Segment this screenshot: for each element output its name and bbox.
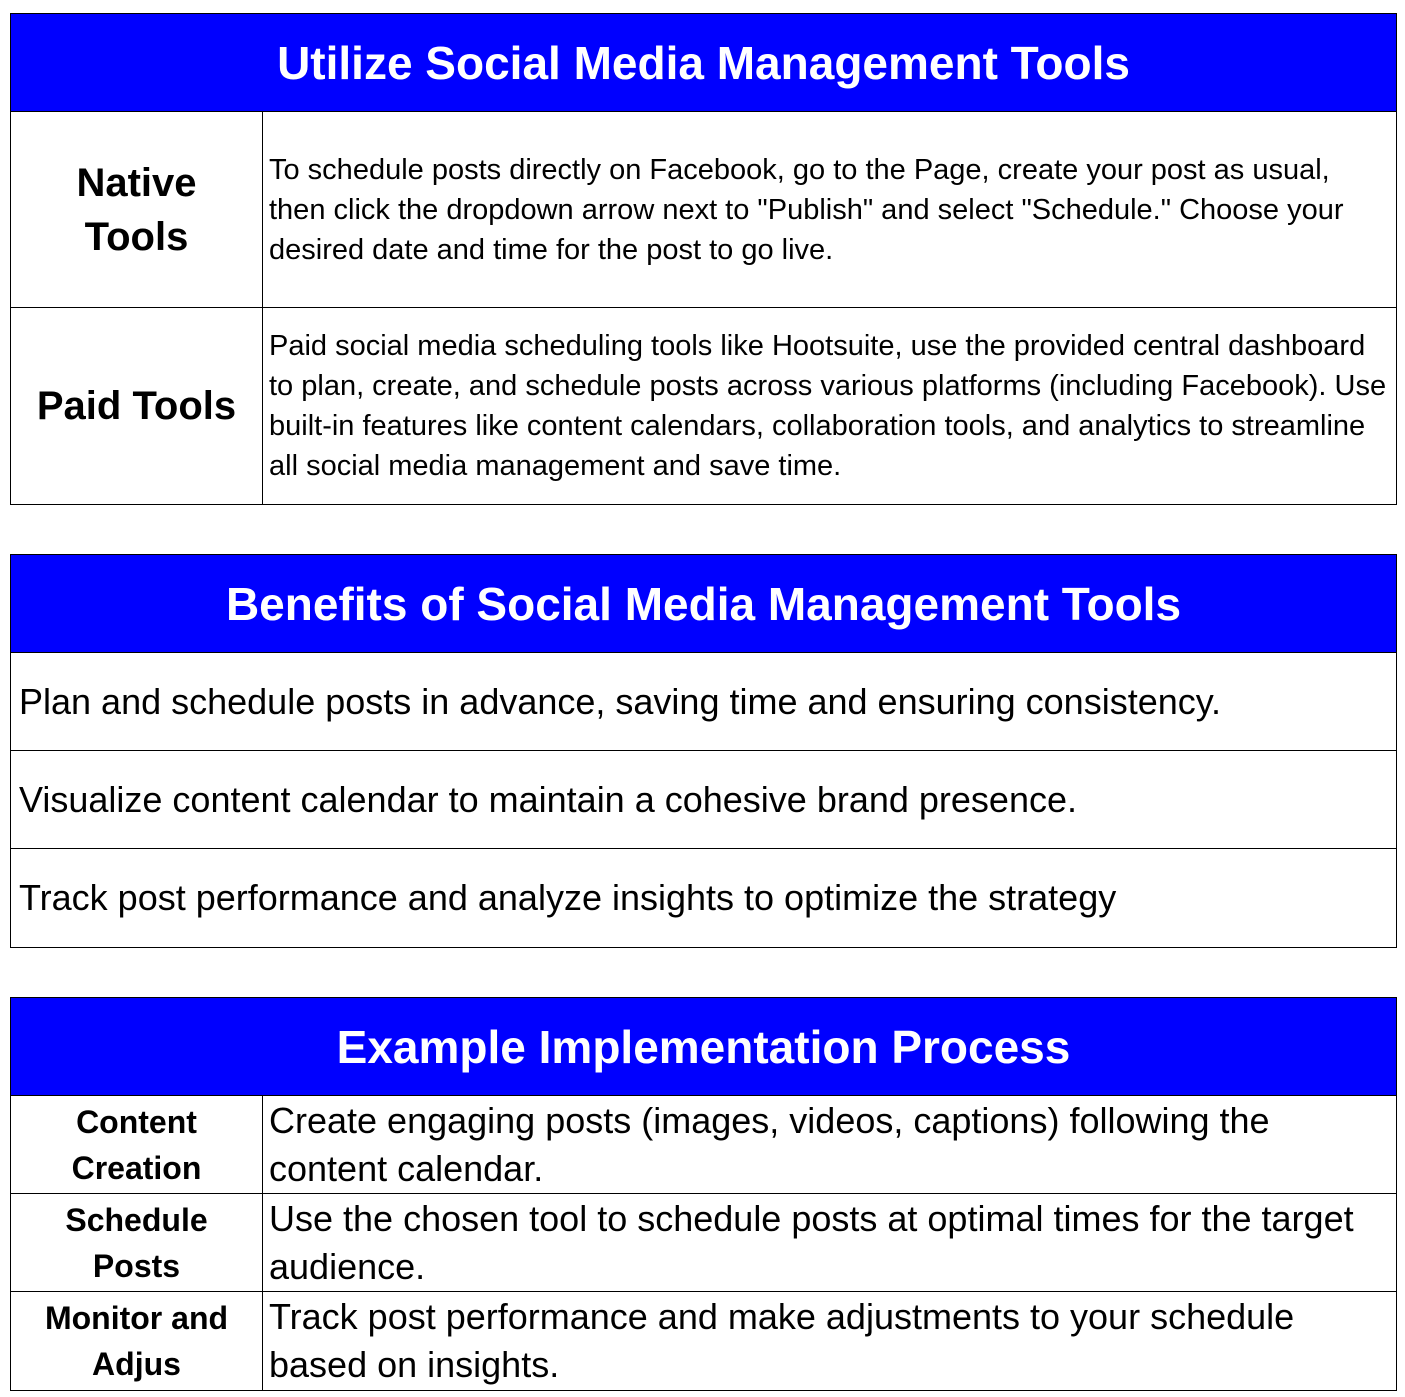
row-label-paid-tools: Paid Tools: [11, 308, 263, 504]
benefits-table-title: Benefits of Social Media Management Tools: [11, 555, 1396, 653]
row-text-content-creation: Create engaging posts (images, videos, captions) following the content calendar.: [269, 1099, 1270, 1189]
row-text-native-tools: To schedule posts directly on Facebook, go to the Page, create your post as usual, then click the dropdown arrow next to "Publish" and select "Schedule." Choose your desired date and time for the post to go live.: [269, 153, 1344, 266]
table-row-content-creation: [11, 1096, 1396, 1194]
benefit-text-plan: Plan and schedule posts in advance, saving time and ensuring consistency.: [19, 680, 1222, 722]
table-row: [11, 751, 1396, 849]
implementation-table: [10, 997, 1397, 1391]
tools-table: [10, 13, 1397, 505]
table-row-paid-tools: [11, 308, 1396, 504]
table-row: [11, 653, 1396, 751]
row-text-monitor-adjust: Track post performance and make adjustments to your schedule based on insights.: [269, 1296, 1295, 1385]
table-row-monitor-adjust: [11, 1292, 1396, 1390]
row-label-content-creation: Content Creation: [11, 1096, 263, 1193]
table-row-native-tools: [11, 112, 1396, 308]
row-label-monitor-adjust: Monitor and Adjus: [11, 1292, 263, 1390]
row-label-native-tools: Native Tools: [11, 112, 263, 307]
row-text-schedule-posts: Use the chosen tool to schedule posts at optimal times for the target audience.: [269, 1197, 1354, 1287]
row-text-paid-tools: Paid social media scheduling tools like Hootsuite, use the provided central dashboard to plan, create, and schedule posts across various platforms (including Facebook). Use built-in features like content calendars, collaboration tools, and analytics to streamline all social media management and save time.: [269, 330, 1387, 482]
row-label-schedule-posts: Schedule Posts: [11, 1194, 263, 1291]
tools-table-title: Utilize Social Media Management Tools: [11, 14, 1396, 112]
table-row: [11, 849, 1396, 947]
table-row-schedule-posts: [11, 1194, 1396, 1292]
benefit-text-track: Track post performance and analyze insights to optimize the strategy: [19, 877, 1117, 918]
benefit-text-visualize: Visualize content calendar to maintain a cohesive brand presence.: [19, 778, 1077, 820]
implementation-table-title: Example Implementation Process: [11, 998, 1396, 1096]
benefits-table: [10, 554, 1397, 948]
